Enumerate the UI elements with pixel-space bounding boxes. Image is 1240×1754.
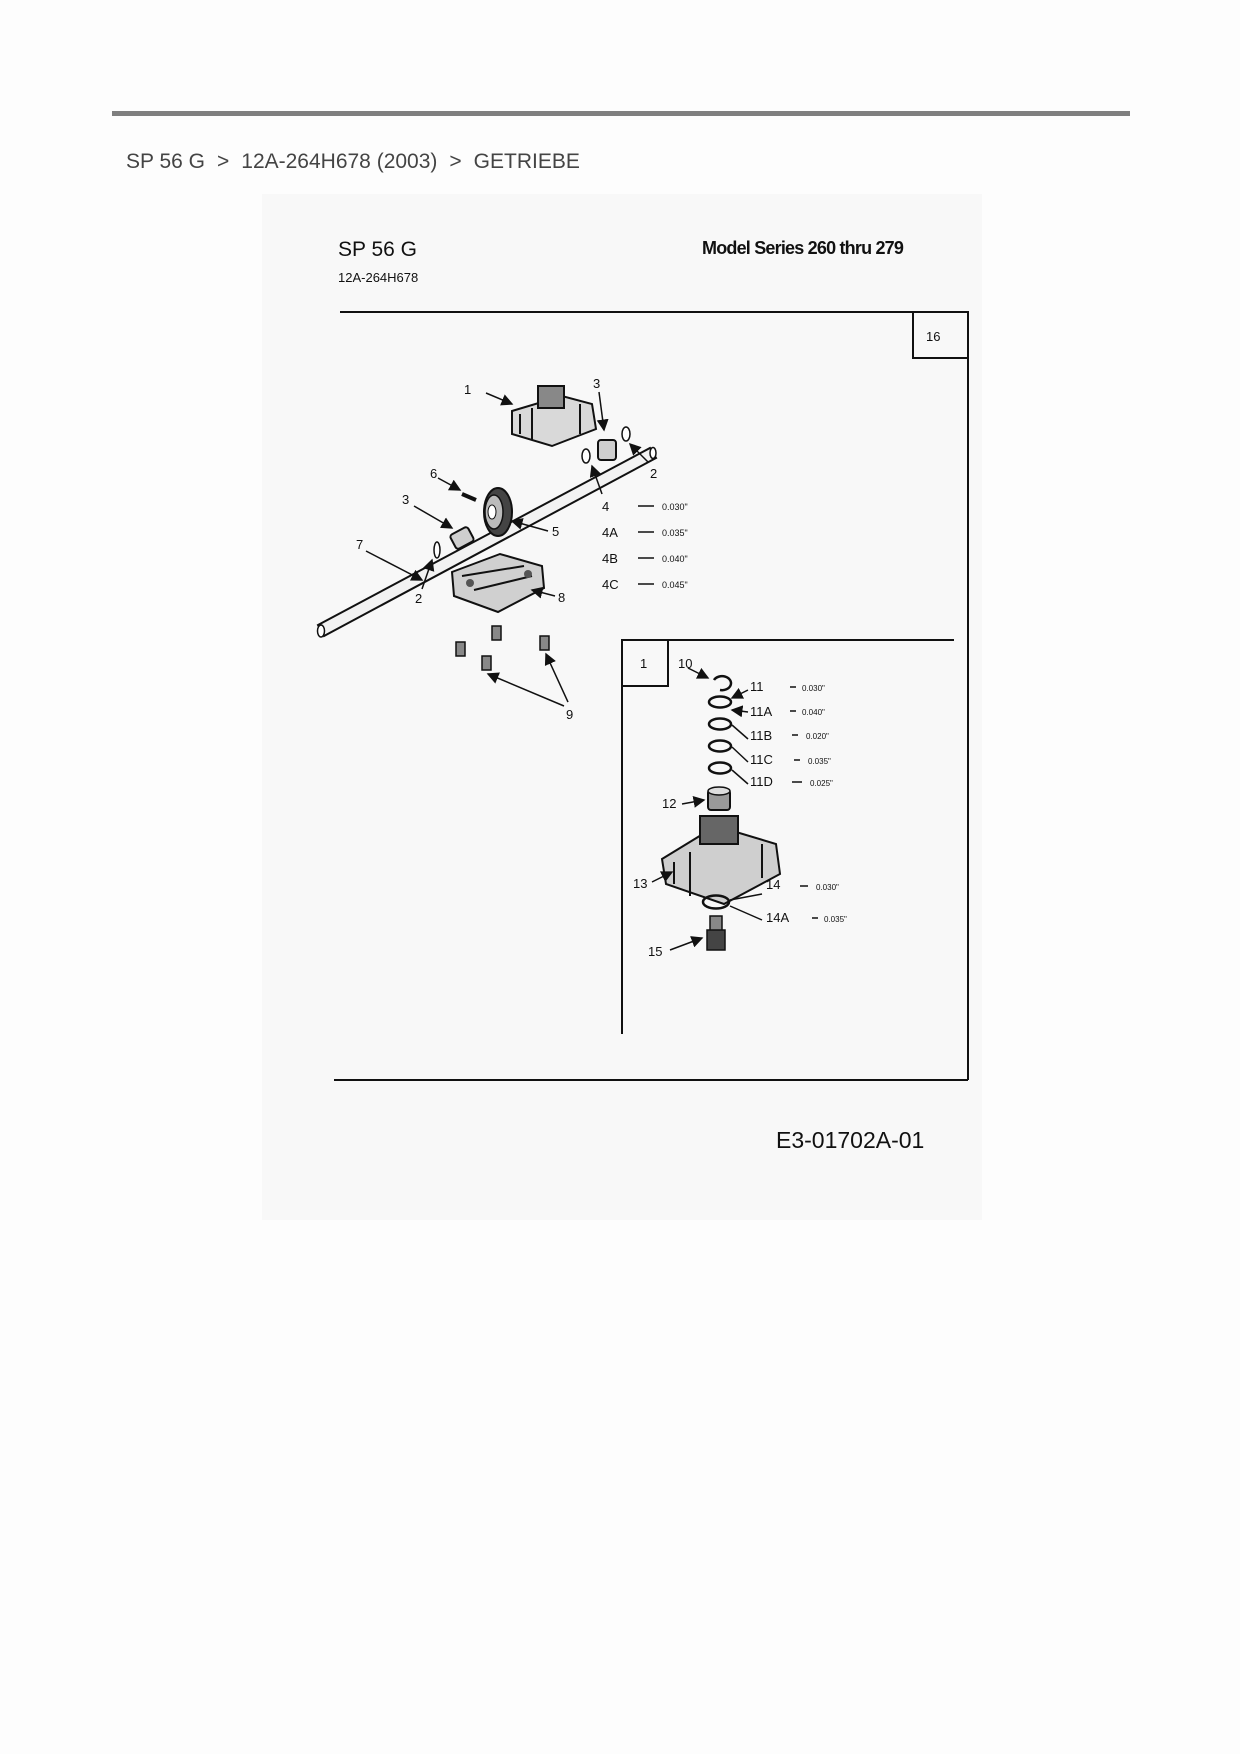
breadcrumb <box>126 150 580 174</box>
callout-3-top: 3 <box>593 376 601 391</box>
inset-housing-part <box>662 816 780 904</box>
parts-diagram-sheet <box>262 194 982 1220</box>
shim-11b-id: 11B <box>750 728 773 743</box>
inset-washers-part <box>709 697 731 774</box>
shim-4c-size: 0.045" <box>662 580 688 590</box>
sheet-series-title: Model Series 260 thru 279 <box>702 238 904 258</box>
callout-12: 12 <box>662 796 677 811</box>
callout-13: 13 <box>633 876 648 891</box>
shim-table-inset <box>732 679 833 789</box>
callout-8: 8 <box>558 590 566 605</box>
shim-11-size: 0.030" <box>802 684 825 693</box>
pinion-part <box>707 916 725 950</box>
breadcrumb-separator: > <box>217 150 230 173</box>
shim-11a-id: 11A <box>750 704 773 719</box>
inset-ref: 1 <box>640 656 648 671</box>
shim-11b-size: 0.020" <box>806 732 829 741</box>
callout-10: 10 <box>678 656 693 671</box>
top-rule <box>112 111 1130 116</box>
callout-3-shaft: 3 <box>402 492 410 507</box>
callout-1: 1 <box>464 382 472 397</box>
shim-4b-id: 4B <box>602 551 618 566</box>
page-number: 16 <box>926 329 941 344</box>
callout-5: 5 <box>552 524 560 539</box>
upper-housing-part <box>512 386 596 446</box>
lower-housing-part <box>452 554 544 612</box>
callout-2-shaft: 2 <box>415 591 423 606</box>
shim-14a-size: 0.035" <box>824 915 847 924</box>
breadcrumb-model-link[interactable]: SP 56 G <box>126 150 205 173</box>
callout-6: 6 <box>430 466 438 481</box>
drawing-code: E3-01702A-01 <box>776 1127 925 1153</box>
shim-11c-id: 11C <box>750 752 773 767</box>
breadcrumb-current: GETRIEBE <box>473 150 580 173</box>
pin-part <box>462 494 476 500</box>
shim-4a-id: 4A <box>602 525 618 540</box>
shim-14a-id: 14A <box>766 910 790 925</box>
callout-2-top: 2 <box>650 466 658 481</box>
shim-14-size: 0.030" <box>816 883 839 892</box>
shim-table-main <box>602 499 688 592</box>
shim-11c-size: 0.035" <box>808 757 831 766</box>
sheet-part-number: 12A-264H678 <box>338 270 419 285</box>
shim-11d-id: 11D <box>750 774 773 789</box>
shim-4c-id: 4C <box>602 577 619 592</box>
page-number-box <box>913 312 968 358</box>
callout-9: 9 <box>566 707 574 722</box>
callout-15: 15 <box>648 944 663 959</box>
shim-4-size: 0.030" <box>662 502 688 512</box>
shim-4b-size: 0.040" <box>662 554 688 564</box>
shim-14-id: 14 <box>766 877 781 892</box>
shim-4-id: 4 <box>602 499 610 514</box>
breadcrumb-part-link[interactable]: 12A-264H678 (2003) <box>241 150 438 173</box>
gear-part <box>484 488 512 536</box>
parts-diagram <box>262 194 982 1220</box>
sheet-model: SP 56 G <box>338 238 417 261</box>
breadcrumb-separator: > <box>449 150 462 173</box>
retaining-clip-part <box>714 676 731 690</box>
shim-11d-size: 0.025" <box>810 779 833 788</box>
shim-11a-size: 0.040" <box>802 708 825 717</box>
screws-part <box>456 626 549 670</box>
callout-7: 7 <box>356 537 364 552</box>
needle-bearing-part <box>708 787 730 810</box>
shim-4a-size: 0.035" <box>662 528 688 538</box>
shim-11-id: 11 <box>750 679 764 694</box>
